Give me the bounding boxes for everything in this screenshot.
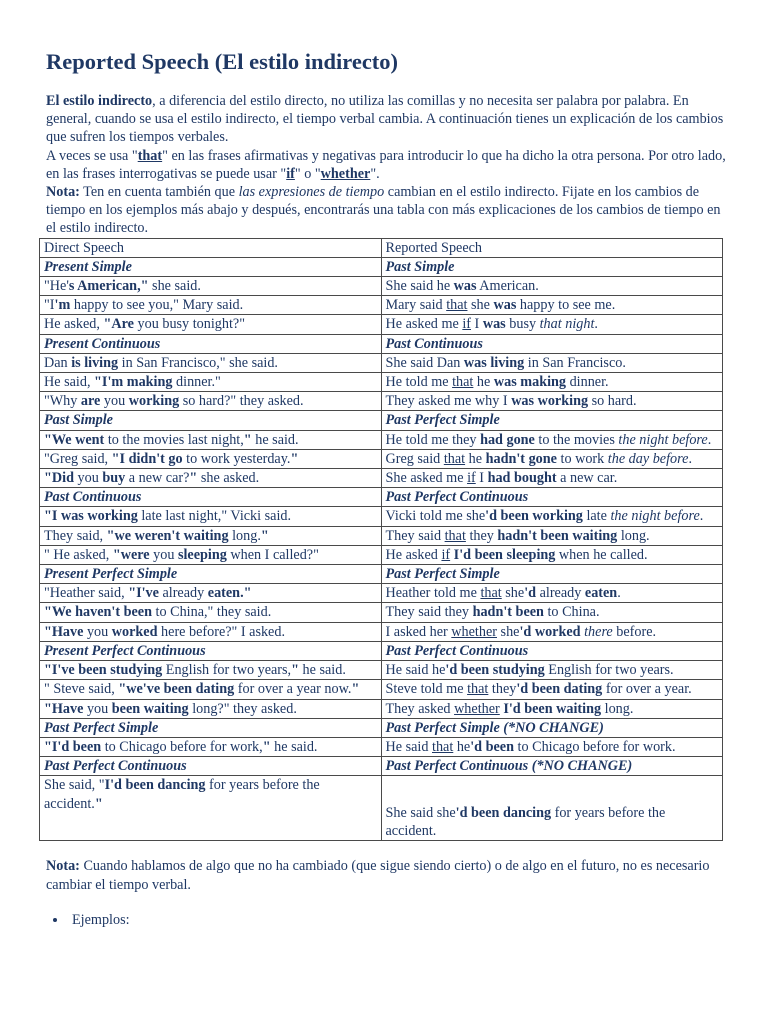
tense-header-row [40, 757, 723, 776]
cell-text-segment: she said. [148, 278, 201, 295]
reported-cell [381, 449, 723, 468]
cell-text-segment: " [260, 527, 269, 544]
direct-cell: Present Simple [40, 257, 382, 276]
cell-text-segment: she [467, 297, 494, 314]
reported-cell [381, 277, 723, 296]
reported-cell: Past Simple [381, 257, 723, 276]
tense-table [39, 238, 723, 842]
direct-cell: Past Simple [40, 411, 382, 430]
cell-text-segment: She said Dan [385, 354, 464, 371]
direct-cell [40, 277, 382, 296]
cell-text-segment: Steve told me [385, 681, 468, 698]
direct-cell [40, 699, 382, 718]
table-row [40, 449, 723, 468]
cell-text-segment: in San Francisco. [524, 354, 626, 371]
intro-text-span: ". [370, 165, 380, 182]
cell-text-segment: dinner. [566, 374, 609, 391]
cell-text-segment: she asked. [197, 470, 260, 487]
cell-text-segment: long?" they asked. [188, 700, 297, 717]
cell-text-segment: 'd [524, 585, 537, 602]
intro-nota [46, 183, 730, 238]
table-row [40, 622, 723, 641]
direct-cell [40, 584, 382, 603]
cell-text-segment: "Have [44, 700, 84, 717]
reported-cell [381, 661, 723, 680]
cell-text-segment: that [443, 450, 466, 467]
nota-label: Nota: [46, 184, 80, 201]
cell-text-segment: busy [505, 316, 540, 333]
intro-paragraph-1 [46, 92, 730, 147]
intro-text-span: " en las frases afirmativas y negativas para introducir lo que ha dicho la otra persona. Por otro lado, en las frases interrogativas se puede usar " [46, 147, 726, 182]
direct-cell [40, 622, 382, 641]
cell-text-segment: when he called. [555, 546, 648, 563]
cell-text-segment: for over a year now. [234, 681, 352, 698]
list-item: • Ejemplos: [68, 912, 730, 929]
cell-text-segment: is living [71, 354, 119, 371]
cell-text-segment: . [594, 316, 598, 333]
direct-cell [40, 661, 382, 680]
cell-text-segment: to the movies last night, [104, 431, 244, 448]
cell-text-segment: "were [112, 546, 150, 563]
cell-text-segment: they [488, 681, 517, 698]
cell-text-segment: late last night," Vicki said. [137, 508, 292, 525]
cell-text-segment: "I [44, 297, 55, 314]
cell-text-segment: he [473, 374, 494, 391]
cell-text-segment: s [68, 278, 75, 295]
tense-header-row [40, 565, 723, 584]
cell-text-segment: eaten." [207, 585, 252, 602]
direct-cell [40, 392, 382, 411]
cell-text-segment: there [584, 623, 613, 640]
cell-text-segment: they [465, 527, 498, 544]
cell-text-segment: She said she [385, 804, 456, 821]
page-title: Reported Speech (El estilo indirecto) [46, 49, 399, 74]
cell-text-segment: for years before the accident. [44, 777, 320, 812]
cell-text-segment: a new car. [556, 470, 618, 487]
reported-cell [381, 526, 723, 545]
cell-text-segment: was making [493, 374, 567, 391]
cell-text-segment: He told me [385, 374, 453, 391]
cell-text-segment: I asked her [385, 623, 452, 640]
cell-text-segment: He told me they [385, 431, 481, 448]
table-row [40, 507, 723, 526]
cell-text-segment: in San Francisco," she said. [118, 354, 278, 371]
cell-text-segment: They asked [385, 700, 455, 717]
direct-cell [40, 373, 382, 392]
cell-text-segment: was working [511, 393, 589, 410]
cell-text-segment: to work yesterday. [182, 450, 291, 467]
cell-text-segment: late [582, 508, 611, 525]
cell-text-segment: he said. [251, 431, 299, 448]
table-row [40, 584, 723, 603]
direct-cell: Present Perfect Continuous [40, 641, 382, 660]
cell-text-segment: " [243, 431, 252, 448]
table-row [40, 315, 723, 334]
bottom-note [46, 857, 730, 893]
cell-text-segment: was [482, 316, 506, 333]
cell-text-segment: that [452, 374, 474, 391]
cell-text-segment: buy [102, 470, 126, 487]
cell-text-segment: she [497, 623, 520, 640]
cell-text-segment: 'd been dating [516, 681, 603, 698]
cell-text-segment: . [617, 585, 621, 602]
reported-cell [381, 353, 723, 372]
reported-cell [381, 296, 723, 315]
cell-text-segment: He asked, [44, 316, 104, 333]
reported-cell [381, 776, 723, 841]
cell-text-segment: " [290, 450, 299, 467]
reported-cell [381, 603, 723, 622]
reported-cell: Past Perfect Continuous [381, 488, 723, 507]
direct-cell [40, 449, 382, 468]
reported-cell [381, 430, 723, 449]
cell-text-segment: for over a year. [602, 681, 692, 698]
intro-text-span: Ten en cuenta también que [79, 184, 239, 201]
cell-text-segment: "Did [44, 470, 74, 487]
cell-text-segment: He said he [385, 662, 446, 679]
cell-text-segment: that night [539, 316, 595, 333]
column-header-reported: Reported Speech [381, 238, 723, 257]
cell-text-segment: I'd been dancing [104, 777, 206, 794]
table-header-row [40, 238, 723, 257]
cell-text-segment: already [158, 585, 208, 602]
cell-text-segment: are [80, 393, 101, 410]
cell-text-segment: hadn't been [472, 604, 544, 621]
cell-text-segment: "I didn't go [111, 450, 183, 467]
cell-text-segment: I'd been waiting [503, 700, 602, 717]
cell-text-segment: already [536, 585, 585, 602]
cell-text-segment: if [462, 316, 471, 333]
column-header-direct: Direct Speech [40, 238, 382, 257]
cell-text-segment: you [149, 546, 178, 563]
cell-text-segment: 'd been studying [445, 662, 545, 679]
cell-text-segment: you [100, 393, 129, 410]
cell-text-segment: when I called?" [226, 546, 319, 563]
cell-text-segment: 'd been [470, 738, 514, 755]
cell-text-segment: They said [385, 527, 445, 544]
reported-cell: Past Perfect Simple (*NO CHANGE) [381, 718, 723, 737]
cell-text-segment: "Why [44, 393, 81, 410]
bold-term: El estilo indirecto [46, 93, 153, 109]
cell-text-segment: I'd been sleeping [453, 546, 556, 563]
cell-text-segment: " He asked, [44, 546, 113, 563]
cell-text-segment: that [480, 585, 502, 602]
direct-cell [40, 507, 382, 526]
table-row [40, 661, 723, 680]
reported-cell [381, 680, 723, 699]
cell-text-segment: if [441, 546, 451, 563]
cell-text-segment: he said. [270, 738, 318, 755]
cell-text-segment: whether [454, 700, 500, 717]
cell-text-segment: the night before [610, 508, 700, 525]
cell-text-segment: haven't been [75, 604, 152, 621]
cell-text-segment: "Are [103, 316, 134, 333]
cell-text-segment: was [453, 278, 477, 295]
cell-text-segment: " [189, 470, 198, 487]
table-row [40, 296, 723, 315]
intro-text-span: A veces se usa " [46, 147, 138, 164]
direct-cell [40, 469, 382, 488]
cell-text-segment: "Heather said, [44, 585, 129, 602]
cell-text-segment: " [291, 662, 299, 679]
cell-text-segment: whether [451, 623, 497, 640]
reported-cell [381, 373, 723, 392]
cell-text-segment: American. [476, 278, 539, 295]
cell-text-segment: was [493, 297, 517, 314]
cell-text-segment: Heather told me [385, 585, 481, 602]
tense-header-row [40, 488, 723, 507]
cell-text-segment: long. [617, 527, 650, 544]
cell-text-segment: had gone [480, 431, 535, 448]
italic-term: las expresiones de tiempo [238, 184, 385, 201]
cell-text-segment: happy to see me. [516, 297, 616, 314]
cell-text-segment: hadn't been waiting [497, 527, 618, 544]
cell-text-segment: Vicki told me she [385, 508, 486, 525]
cell-text-segment: 'm [54, 297, 71, 314]
cell-text-segment: They asked me why I [385, 393, 512, 410]
cell-text-segment: had bought [487, 470, 557, 487]
intro-text-span: , a diferencia del estilo directo, no utiliza las comillas y no necesita ser palabra por palabra. En general, cuando se usa el estilo indirecto, el tiempo verbal cambia. A continuación tienes un explicación de los cambios que sufren los tiempos verbales. [46, 93, 724, 146]
nota-label: Nota: [46, 858, 80, 875]
direct-cell [40, 296, 382, 315]
cell-text-segment: " [94, 795, 103, 812]
direct-cell [40, 603, 382, 622]
table-row [40, 603, 723, 622]
reported-cell [381, 392, 723, 411]
cell-text-segment: He asked [385, 546, 442, 563]
cell-text-segment: that [446, 297, 468, 314]
cell-text-segment: long. [228, 527, 261, 544]
intro-text-span: " o " [294, 165, 321, 182]
cell-text-segment: "Have [44, 623, 84, 640]
reported-cell [381, 545, 723, 564]
table-row [40, 680, 723, 699]
table-row [40, 526, 723, 545]
cell-text-segment: so hard. [588, 393, 637, 410]
cell-text-segment: "Greg said, [44, 450, 112, 467]
reported-cell: Past Perfect Simple [381, 565, 723, 584]
cell-text-segment: that [467, 681, 489, 698]
cell-text-segment: to Chicago before for work, [101, 738, 263, 755]
table-row [40, 469, 723, 488]
reported-cell [381, 737, 723, 756]
cell-text-segment: He asked me [385, 316, 463, 333]
direct-cell [40, 353, 382, 372]
cell-text-segment: He said [385, 738, 432, 755]
cell-text-segment: . [699, 508, 704, 525]
tense-header-row [40, 257, 723, 276]
cell-text-segment: "I've [128, 585, 159, 602]
cell-text-segment: "We [44, 431, 76, 448]
table-row [40, 277, 723, 296]
intro-paragraph-2 [46, 147, 730, 183]
cell-text-segment: They said they [385, 604, 473, 621]
cell-text-segment: 'd worked [519, 623, 581, 640]
tense-header-row [40, 718, 723, 737]
cell-text-segment: to Chicago before for work. [514, 738, 676, 755]
cell-text-segment: 'd been working [485, 508, 583, 525]
cell-text-segment: "we've been dating [118, 681, 235, 698]
cell-text-segment: "I'm making [94, 374, 173, 391]
cell-text-segment: for years before the accident. [385, 804, 666, 840]
cell-text-segment: She said, " [44, 777, 105, 794]
direct-cell [40, 776, 382, 841]
direct-cell [40, 737, 382, 756]
table-row [40, 353, 723, 372]
direct-cell: Past Perfect Continuous [40, 757, 382, 776]
cell-text-segment: 'd been dancing [455, 804, 552, 821]
reported-cell [381, 699, 723, 718]
cell-text-segment: was living [463, 354, 525, 371]
cell-text-segment: " [351, 681, 360, 698]
direct-cell [40, 430, 382, 449]
cell-text-segment: " Steve said, [44, 681, 119, 698]
cell-text-segment: "I'd been [44, 738, 102, 755]
cell-text-segment: Mary said [385, 297, 447, 314]
direct-cell [40, 680, 382, 699]
cell-text-segment: "I was working [44, 508, 138, 525]
direct-cell: Past Perfect Simple [40, 718, 382, 737]
cell-text-segment: She asked me [385, 470, 468, 487]
cell-text-segment: She said he [385, 278, 454, 295]
cell-text-segment: happy to see you," Mary said. [70, 297, 244, 314]
cell-text-segment: here before?" I asked. [157, 623, 285, 640]
cell-text-segment: long. [601, 700, 634, 717]
direct-cell: Past Continuous [40, 488, 382, 507]
cell-text-segment: " [262, 738, 271, 755]
cell-text-segment: the day before [607, 450, 689, 467]
cell-text-segment: sleeping [177, 546, 227, 563]
cell-text-segment: she [501, 585, 525, 602]
cell-text-segment: I [475, 470, 488, 487]
keyword-whether: whether [320, 165, 371, 182]
reported-cell [381, 315, 723, 334]
cell-text-segment: Greg said [385, 450, 444, 467]
table-row [40, 373, 723, 392]
cell-text-segment: the night before [618, 431, 708, 448]
cell-text-segment: to work [556, 450, 608, 467]
keyword-that: that [137, 147, 163, 164]
table-row [40, 776, 723, 841]
direct-cell [40, 315, 382, 334]
cell-text-segment: I [471, 316, 483, 333]
examples-list [46, 912, 730, 929]
tense-header-row [40, 641, 723, 660]
table-row [40, 699, 723, 718]
cell-text-segment: before. [612, 623, 657, 640]
cell-text-segment: He said, [44, 374, 95, 391]
cell-text-segment: English for two years. [544, 662, 674, 679]
cell-text-segment: "I've been studying [44, 662, 163, 679]
cell-text-segment: he [465, 450, 486, 467]
table-row [40, 545, 723, 564]
cell-text-segment: . [707, 431, 712, 448]
cell-text-segment: you busy tonight?" [133, 316, 245, 333]
intro-text-span: cambian en el estilo indirecto. Fijate en los cambios de tiempo en los ejemplos más abajo y después, encontrarás una tabla con más explicaciones de los cambios de tiempo en el estilo indirecto. [46, 184, 721, 237]
cell-text-segment: to the movies [534, 431, 619, 448]
reported-cell [381, 507, 723, 526]
tense-header-row [40, 334, 723, 353]
reported-cell [381, 622, 723, 641]
direct-cell: Present Continuous [40, 334, 382, 353]
cell-text-segment: if [467, 470, 476, 487]
cell-text-segment: he said. [299, 662, 346, 679]
table-row [40, 392, 723, 411]
reported-cell: Past Perfect Continuous [381, 641, 723, 660]
cell-text-segment: working [128, 393, 180, 410]
reported-cell: Past Continuous [381, 334, 723, 353]
cell-text-segment: to China," they said. [151, 604, 272, 621]
cell-text-segment: "we [106, 527, 135, 544]
table-row [40, 430, 723, 449]
cell-text-segment: Dan [44, 354, 72, 371]
cell-text-segment: hadn't gone [485, 450, 557, 467]
cell-text-segment: you [73, 470, 103, 487]
cell-text-segment: a new car? [125, 470, 190, 487]
note-text: Cuando hablamos de algo que no ha cambiado (que sigue siendo cierto) o de algo en el futuro, no es necesario cambiar el tiempo verbal. [46, 858, 710, 893]
reported-cell: Past Perfect Continuous (*NO CHANGE) [381, 757, 723, 776]
direct-cell [40, 526, 382, 545]
tense-header-row [40, 411, 723, 430]
cell-text-segment: weren't waiting [134, 527, 229, 544]
direct-cell: Present Perfect Simple [40, 565, 382, 584]
cell-text-segment: . [688, 450, 692, 467]
reported-cell [381, 469, 723, 488]
cell-text-segment: They said, [44, 527, 107, 544]
cell-text-segment: eaten [584, 585, 618, 602]
keyword-if: if [286, 165, 295, 182]
cell-text-segment: to China. [543, 604, 600, 621]
intro-text [46, 92, 730, 238]
table-row [40, 737, 723, 756]
cell-text-segment: dinner." [172, 374, 221, 391]
cell-text-segment: "We [44, 604, 76, 621]
cell-text-segment: been waiting [111, 700, 189, 717]
cell-text-segment: that [444, 527, 466, 544]
cell-text-segment: that [432, 738, 454, 755]
reported-cell: Past Perfect Simple [381, 411, 723, 430]
cell-text-segment: so hard?" they asked. [179, 393, 304, 410]
direct-cell [40, 545, 382, 564]
cell-text-segment: "He' [44, 278, 69, 295]
reported-cell [381, 584, 723, 603]
cell-text-segment: worked [111, 623, 158, 640]
cell-text-segment: you [83, 700, 112, 717]
cell-text-segment: went [75, 431, 105, 448]
cell-text-segment: you [83, 623, 112, 640]
cell-text-segment: he [453, 738, 471, 755]
cell-text-segment: English for two years, [162, 662, 292, 679]
cell-text-segment: American," [74, 278, 149, 295]
